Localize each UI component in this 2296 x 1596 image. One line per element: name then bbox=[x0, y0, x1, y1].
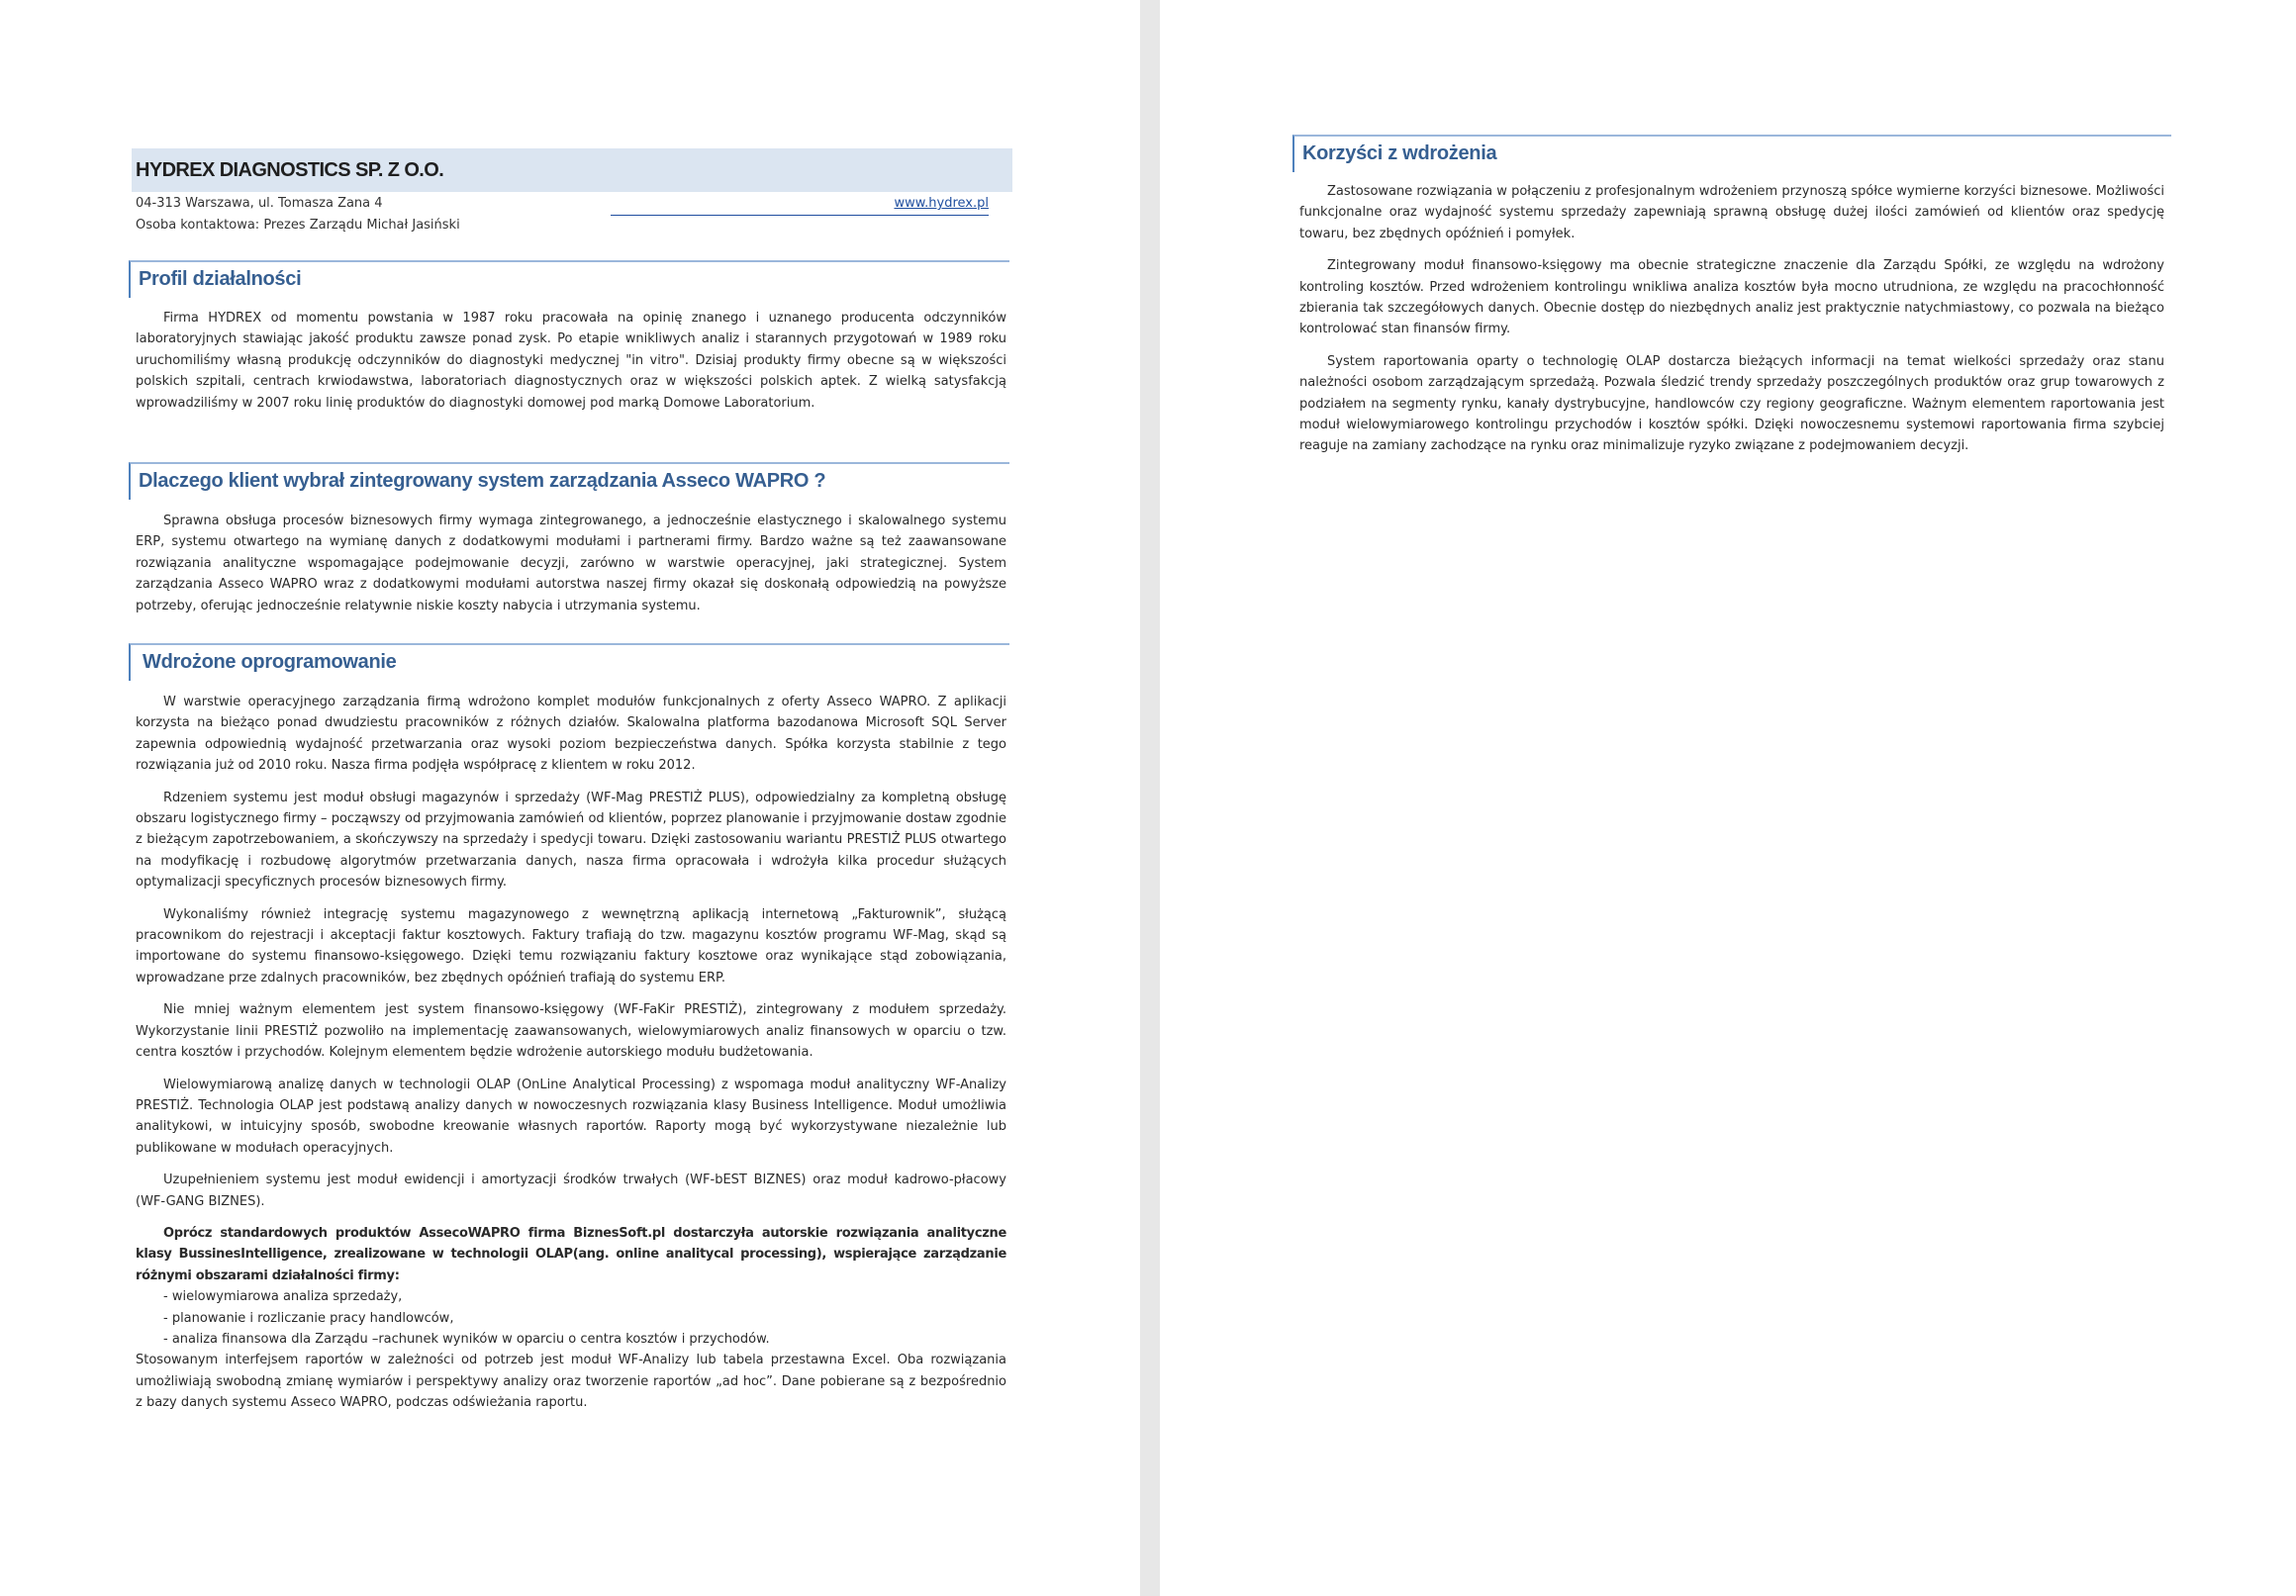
paragraph: Wykonaliśmy również integrację systemu magazynowego z wewnętrzną aplikacją internetową „Fakturownik”, służącą pracownikom do rejestracji i akceptacji faktur kosztowych. Faktury trafiają do tzw. magazynu kosztów programu WF-Mag, skąd są importowane do systemu finansowo-księgowego. Dzięki temu rozwiązaniu faktury kosztowe oraz wynikające stąd zobowiązania, wprowadzane prze zdalnych pracowników, bez zbędnych opóźnień trafiają do systemu ERP. bbox=[136, 906, 1006, 986]
paragraph: Wielowymiarową analizę danych w technologii OLAP (OnLine Analytical Processing) z wspomaga moduł analityczny WF-Analizy PRESTIŻ. Technologia OLAP jest podstawą analizy danych w nowoczesnych rozwiązania klasy Business Intelligence. Moduł umożliwia analitykowi, w intuicyjny sposób, swobodne kreowanie własnych raportów. Raporty mogą być wykorzystywane niezależnie lub publikowane w modułach operacyjnych. bbox=[136, 1077, 1006, 1156]
paragraph: Nie mniej ważnym elementem jest system finansowo-księgowy (WF-FaKir PRESTIŻ), zintegrowany z modułem sprzedaży. Wykorzystanie linii PRESTIŻ pozwoliło na implementację zaawansowanych, wielowymiarowych analiz finansowych w oparciu o tzw. centra kosztów i przychodów. Kolejnym elementem będzie wdrożenie autorskiego modułu budżetowania. bbox=[136, 1002, 1006, 1061]
list-item: - planowanie i rozliczanie pracy handlowców, bbox=[163, 1310, 454, 1326]
analysis-list bbox=[136, 1286, 1006, 1350]
section-heading-profile: Profil działalności bbox=[129, 260, 1009, 298]
paragraph: Rdzeniem systemu jest moduł obsługi magazynów i sprzedaży (WF-Mag PRESTIŻ PLUS), odpowiedzialny za kompletną obsługę obszaru logistycznego firmy – począwszy od przyjmowania zamówień od klientów, poprzez planowanie i przyjmowanie dostaw zgodnie z bieżącym zapotrzebowaniem, a skończywszy na sprzedaży i spedycji towaru. Dzięki zastosowaniu wariantu PRESTIŻ PLUS otwartego na modyfikację i rozbudowę algorytmów przetwarzania danych, nasza firma opracowała i wdrożyła kilka procedur służących optymalizacji specyficznych procesów biznesowych firmy. bbox=[136, 790, 1006, 891]
section-heading-why: Dlaczego klient wybrał zintegrowany system zarządzania Asseco WAPRO ? bbox=[129, 462, 1009, 500]
paragraph-bold: Oprócz standardowych produktów AssecoWAPRO firma BiznesSoft.pl dostarczyła autorskie rozwiązania analityczne klasy BussinesIntelligence, zrealizowane w technologii OLAP(ang. online analitycal processing), wspierające zarządzanie różnymi obszarami działalności firmy: bbox=[136, 1225, 1006, 1283]
company-name: HYDREX DIAGNOSTICS SP. Z O.O. bbox=[136, 158, 444, 181]
section-heading-software: Wdrożone oprogramowanie bbox=[129, 643, 1009, 681]
section-software bbox=[136, 692, 1006, 1425]
paragraph: Zintegrowany moduł finansowo-księgowy ma obecnie strategiczne znaczenie dla Zarządu Spółki, ze względu na wdrożony kontroling kosztów. Przed wdrożeniem kontrolingu wnikliwa analiza kosztów była mocno utrudniona, ze względu na pracochłonność zbierania tak szczegółowych danych. Obecnie dostęp do niezbędnych analiz jest praktycznie natychmiastowy, co pozwala na bieżąco kontrolować stan finansów firmy. bbox=[1299, 258, 2164, 337]
contact-block bbox=[136, 193, 1006, 235]
list-item: - wielowymiarowa analiza sprzedaży, bbox=[163, 1289, 403, 1305]
paragraph: Zastosowane rozwiązania w połączeniu z profesjonalnym wdrożeniem przynoszą spółce wymierne korzyści biznesowe. Możliwości funkcjonalne oraz wydajność systemu sprzedaży zapewniają sprawną obsługę dużej ilości zamówień od klientów oraz spedycję towaru, bez zbędnych opóźnień i pomyłek. bbox=[1299, 184, 2164, 241]
document-page-1 bbox=[0, 0, 1140, 1596]
company-website-link[interactable]: www.hydrex.pl bbox=[611, 193, 989, 216]
paragraph: Firma HYDREX od momentu powstania w 1987 roku pracowała na opinię znanego i uznanego producenta odczynników laboratoryjnych stawiając jakość produktu zawsze ponad zysk. Po etapie wnikliwych analiz i starannych przygotowań w 1989 roku uruchomiliśmy własną produkcję odczynników do diagnostyki medycznej "in vitro". Dzisiaj produkty firmy obecne są w większości polskich szpitali, centrach krwiodawstwa, laboratoriach diagnostycznych oraz w większości polskich aptek. Z wielką satysfakcją wprowadziliśmy w 2007 roku linię produktów do diagnostyki domowej pod marką Domowe Laboratorium. bbox=[136, 311, 1006, 411]
paragraph: System raportowania oparty o technologię OLAP dostarcza bieżących informacji na temat wielkości sprzedaży oraz stanu należności osobom zarządzającym sprzedażą. Pozwala śledzić trendy sprzedaży poszczególnych produktów oraz grup towarowych z podziałem na segmenty rynku, kanały dystrybucyjne, handlowców czy regiony geograficzne. Ważnym elementem raportowania jest moduł wielowymiarowego kontrolingu przychodów i kosztów spółki. Dzięki nowoczesnemu systemowi raportowania firma szybciej reaguje na zamiany zachodzące na rynku oraz minimalizuje ryzyko związane z podejmowaniem decyzji. bbox=[1299, 353, 2164, 454]
page-gutter bbox=[1140, 0, 1160, 1596]
company-address: 04-313 Warszawa, ul. Tomasza Zana 4 bbox=[136, 196, 383, 211]
paragraph-closing: Stosowanym interfejsem raportów w zależności od potrzeb jest moduł WF-Analizy lub tabela przestawna Excel. Oba rozwiązania umożliwiają swobodną zmianę wymiarów i perspektywy analizy oraz tworzenie raportów „ad hoc”. Dane pobierane są z bezpośrednio z bazy danych systemu Asseco WAPRO, podczas odświeżania raportu. bbox=[136, 1353, 1006, 1411]
paragraph: Sprawna obsługa procesów biznesowych firmy wymaga zintegrowanego, a jednocześnie elastycznego i skalowalnego systemu ERP, systemu otwartego na wymianę danych z dodatkowymi modułami i partnerami firmy. Bardzo ważne są też zaawansowane rozwiązania analityczne wspomagające podejmowanie decyzji, zarówno w warstwie operacyjnej, jaki strategicznej. System zarządzania Asseco WAPRO wraz z dodatkowymi modułami autorstwa naszej firmy okazał się doskonałą odpowiedzią na powyższe potrzeby, oferując jednocześnie relatywnie niskie koszty nabycia i utrzymania systemu. bbox=[136, 514, 1006, 613]
document-page-2 bbox=[1160, 0, 2296, 1596]
contact-person: Osoba kontaktowa: Prezes Zarządu Michał Jasiński bbox=[136, 217, 460, 233]
company-header bbox=[132, 148, 1012, 192]
section-why bbox=[136, 511, 1006, 627]
paragraph: Uzupełnieniem systemu jest moduł ewidencji i amortyzacji środków trwałych (WF-bEST BIZNES) oraz moduł kadrowo-płacowy (WF-GANG BIZNES). bbox=[136, 1173, 1006, 1209]
section-heading-benefits: Korzyści z wdrożenia bbox=[1292, 135, 2171, 172]
section-benefits bbox=[1299, 181, 2164, 468]
section-profile bbox=[136, 308, 1006, 424]
paragraph: W warstwie operacyjnego zarządzania firmą wdrożono komplet modułów funkcjonalnych z oferty Asseco WAPRO. Z aplikacji korzysta na bieżąco ponad dwudziestu pracowników z różnych działów. Skalowalna platforma bazodanowa Microsoft SQL Server zapewnia odpowiednią wydajność przetwarzania oraz wysoki poziom bezpieczeństwa danych. Spółka korzysta stabilnie z tego rozwiązania już od 2010 roku. Nasza firma podjęła współpracę z klientem w roku 2012. bbox=[136, 695, 1006, 774]
list-item: - analiza finansowa dla Zarządu –rachunek wyników w oparciu o centra kosztów i przychodów. bbox=[163, 1331, 770, 1347]
